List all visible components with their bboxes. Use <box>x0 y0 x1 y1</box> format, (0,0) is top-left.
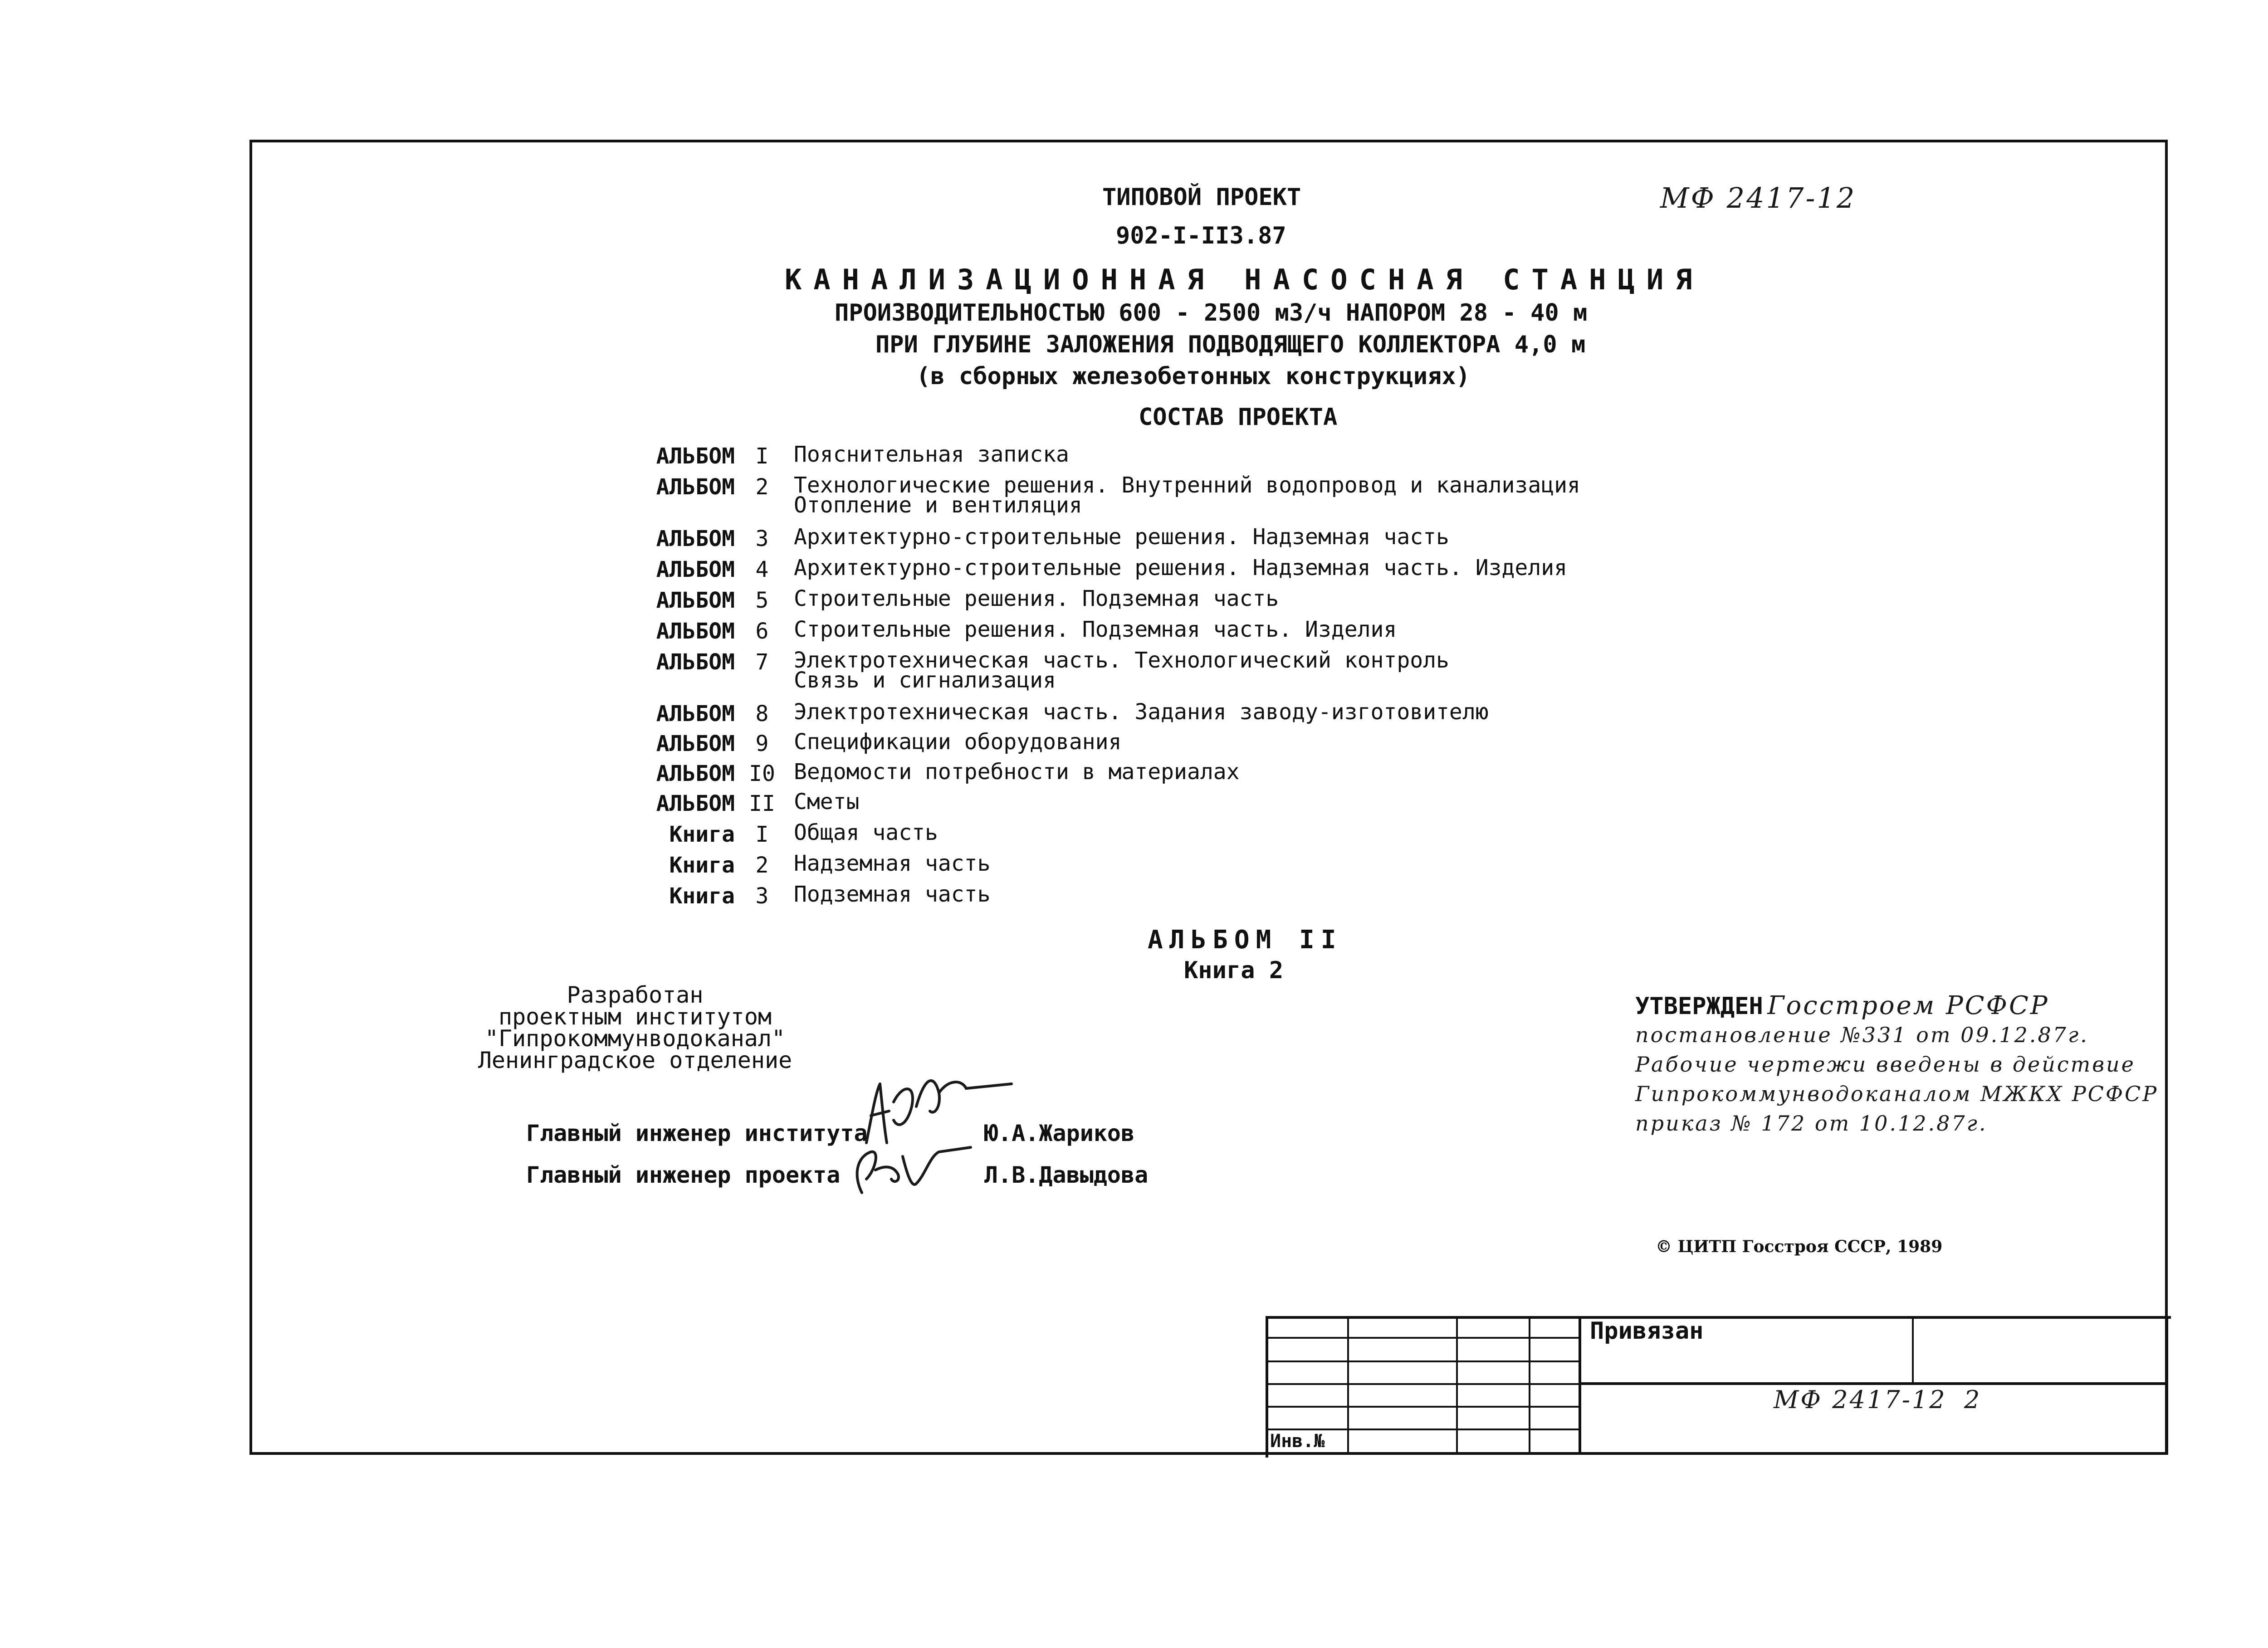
item-text: Сметы <box>794 789 860 814</box>
type-project-label: ТИПОВОЙ ПРОЕКТ <box>1102 184 1301 211</box>
item-text: Архитектурно-строительные решения. Надземная часть <box>794 524 1449 550</box>
composition-title: СОСТАВ ПРОЕКТА <box>1139 404 1338 431</box>
item-number: 3 <box>755 526 769 551</box>
chief-engineer-project-label: Главный инженер проекта <box>526 1162 841 1188</box>
item-number: 4 <box>755 557 769 582</box>
item-kind: АЛЬБОМ <box>656 791 735 816</box>
item-number: 2 <box>755 853 769 878</box>
approval-block <box>1635 991 2049 1020</box>
approval-line: постановление №331 от 09.12.87г. <box>1635 1023 2089 1047</box>
item-text: Спецификации оборудования <box>794 729 1122 755</box>
approval-line: приказ № 172 от 10.12.87г. <box>1635 1111 1988 1136</box>
item-text: Электротехническая часть. Задания заводу-изготовителю <box>794 699 1489 725</box>
item-number: 7 <box>755 649 769 675</box>
item-kind: АЛЬБОМ <box>656 588 735 613</box>
item-kind: АЛЬБОМ <box>656 444 735 469</box>
depth-line: ПРИ ГЛУБИНЕ ЗАЛОЖЕНИЯ ПОДВОДЯЩЕГО КОЛЛЕКТОРА 4,0 м <box>875 331 1586 358</box>
item-kind: Книга <box>669 883 735 909</box>
stamp-sheet-number: 2 <box>1964 1385 1982 1414</box>
item-number: 9 <box>755 731 769 756</box>
stamp-code-handwritten: МФ 2417-12 <box>1774 1385 1947 1414</box>
item-text: Подземная часть <box>794 882 991 907</box>
developer-line: Ленинградское отделение <box>478 1047 792 1073</box>
approval-line: Госстроем РСФСР <box>1767 991 2049 1020</box>
item-kind: Книга <box>669 822 735 847</box>
signature-project <box>848 1138 975 1206</box>
item-number: 5 <box>755 588 769 613</box>
item-text: Строительные решения. Подземная часть. Изделия <box>794 617 1397 642</box>
item-kind: АЛЬБОМ <box>656 731 735 756</box>
item-text: Пояснительная записка <box>794 442 1069 467</box>
item-kind: АЛЬБОМ <box>656 619 735 644</box>
current-album: АЛЬБОМ II <box>1148 925 1343 955</box>
developer-line: "Гипрокоммунводоканал" <box>484 1025 786 1052</box>
item-number: 3 <box>755 883 769 909</box>
chief-engineer-institute-label: Главный инженер института <box>526 1120 868 1146</box>
chief-engineer-institute-name: Ю.А.Жариков <box>984 1120 1135 1146</box>
item-kind: АЛЬБОМ <box>656 474 735 500</box>
construction-line: (в сборных железобетонных конструкциях) <box>916 363 1470 390</box>
item-text-line2: Отопление и вентиляция <box>794 492 1082 518</box>
chief-engineer-project-name: Л.В.Давыдова <box>984 1162 1149 1188</box>
approval-line: Рабочие чертежи введены в действие <box>1635 1052 2136 1077</box>
item-number: 6 <box>755 619 769 644</box>
item-kind: Книга <box>669 853 735 878</box>
item-text: Надземная часть <box>794 851 991 876</box>
attached-label: Привязан <box>1590 1317 1704 1345</box>
item-text: Общая часть <box>794 820 938 845</box>
developer-line: Разработан <box>567 982 704 1008</box>
item-number: I <box>755 444 769 469</box>
item-kind: АЛЬБОМ <box>656 557 735 582</box>
project-number: 902-I-II3.87 <box>1116 222 1286 249</box>
capacity-line: ПРОИЗВОДИТЕЛЬНОСТЬЮ 600 - 2500 м3/ч НАПОРОМ 28 - 40 м <box>835 299 1588 327</box>
developer-block <box>476 984 794 1071</box>
copyright: © ЦИТП Госстроя СССР, 1989 <box>1656 1237 1943 1256</box>
item-text: Технологические решения. Внутренний водопровод и канализация <box>794 473 1580 498</box>
item-number: II <box>749 791 775 816</box>
item-text: Ведомости потребности в материалах <box>794 759 1240 785</box>
project-code-handwritten: МФ 2417-12 <box>1660 181 1857 215</box>
item-text: Строительные решения. Подземная часть <box>794 586 1279 611</box>
item-text-line2: Связь и сигнализация <box>794 668 1056 693</box>
item-kind: АЛЬБОМ <box>656 701 735 726</box>
inventory-label: Инв.№ <box>1270 1431 1325 1452</box>
item-text: Архитектурно-строительные решения. Надземная часть. Изделия <box>794 555 1568 580</box>
item-kind: АЛЬБОМ <box>656 649 735 675</box>
current-book: Книга 2 <box>1184 957 1284 984</box>
item-number: I0 <box>749 761 775 786</box>
approved-label: УТВЕРЖДЕН <box>1635 993 1763 1020</box>
developer-line: проектным институтом <box>498 1004 772 1030</box>
item-number: 2 <box>755 474 769 500</box>
approval-line: Гипрокоммунводоканалом МЖКХ РСФСР <box>1635 1082 2159 1106</box>
item-text: Электротехническая часть. Технологический контроль <box>794 648 1449 673</box>
item-number: I <box>755 822 769 847</box>
main-title: КАНАЛИЗАЦИОННАЯ НАСОСНАЯ СТАНЦИЯ <box>785 263 1704 296</box>
item-kind: АЛЬБОМ <box>656 526 735 551</box>
item-kind: АЛЬБОМ <box>656 761 735 786</box>
item-number: 8 <box>755 701 769 726</box>
